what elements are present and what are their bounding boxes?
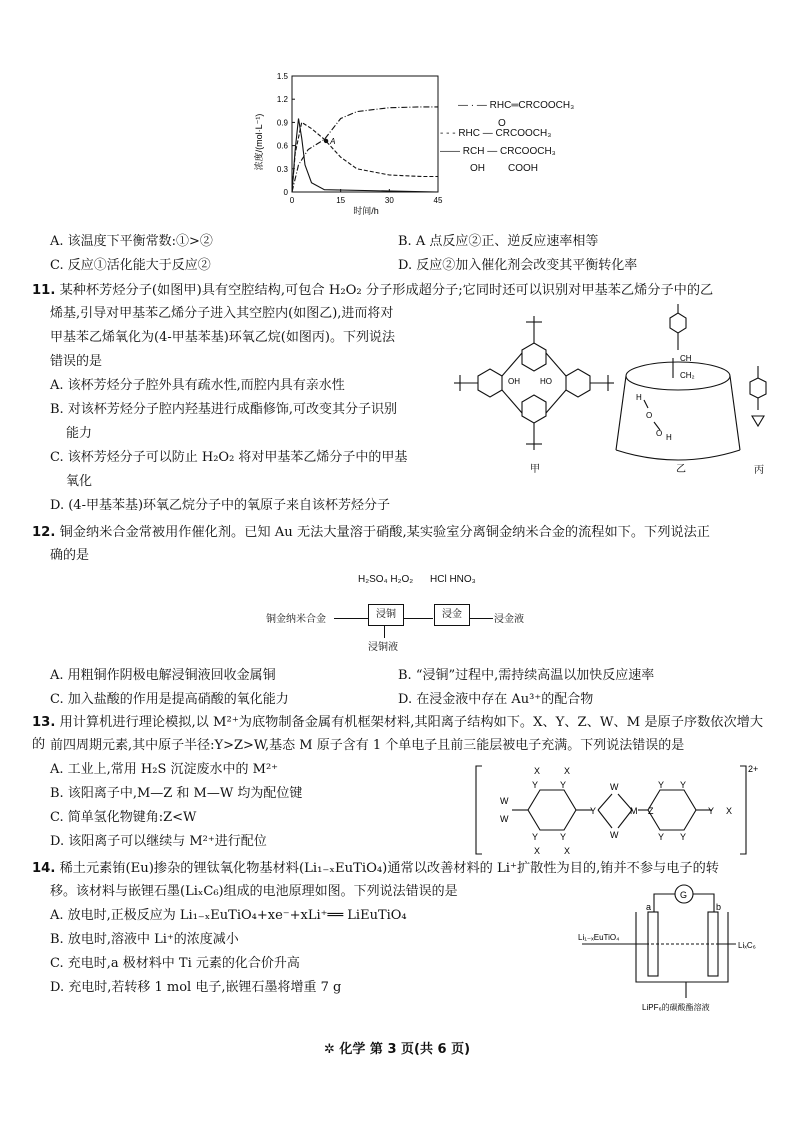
q14-stem-2: 移。该材料与嵌锂石墨(LiₓC₆)组成的电池原理如图。下列说法错误的是: [50, 884, 458, 899]
flow-start: 铜金纳米合金: [266, 614, 326, 625]
q12-option-a: A. 用粗铜作阴极电解浸铜液回收金属铜: [50, 668, 276, 683]
chart-legend-3: —— RCH — CRCOOCH₃: [440, 146, 556, 157]
legend-line-dashdot: — · —: [458, 100, 487, 111]
galvanometer-icon: G: [680, 890, 688, 900]
series-line-0: [292, 107, 438, 192]
flow-arrow-3: [469, 618, 493, 619]
flow-arrow-2: [403, 618, 433, 619]
q10-option-d: D. 反应②加入催化剂会改变其平衡转化率: [398, 258, 638, 273]
series-line-1: [292, 122, 438, 192]
q12-option-b: B. “浸铜”过程中,需持续高温以加快反应速率: [398, 668, 655, 683]
electrode-a-label: a: [646, 902, 652, 912]
y-tick-label-3: 0.9: [276, 118, 288, 128]
x-tick-label-0: 0: [289, 196, 295, 205]
y-tick-label-0: 0: [283, 188, 288, 197]
atom-x-5: X: [726, 806, 733, 816]
q14-stem: 14. 稀土元素铕(Eu)掺杂的锂钛氧化物基材料(Li₁₋ₓEuTiO₄)通常以改善材料的 Li⁺扩散性为目的,铕并不参与电子的转: [32, 861, 719, 876]
h2o2-o-1: O: [646, 411, 653, 420]
flow-reagent-2: HCl HNO₃: [430, 574, 476, 585]
atom-w-1: W: [500, 796, 509, 806]
calixarene-structure: [454, 316, 614, 450]
flow-end: 浸金液: [494, 614, 524, 625]
cavity-cup: [616, 304, 740, 460]
q12-stem-2: 确的是: [50, 548, 90, 563]
q10-option-a: A. 该温度下平衡常数:①>②: [50, 234, 213, 249]
q11-stem: 11. 某种杯芳烃分子(如图甲)具有空腔结构,可包合 H₂O₂ 分子形成超分子;它同时还可以识别对甲基苯乙烯分子中的乙: [32, 283, 714, 298]
q14-option-b: B. 放电时,溶液中 Li⁺的浓度减小: [50, 932, 239, 947]
atom-y-2: Y: [560, 780, 567, 790]
flow-arrow-down: [384, 626, 385, 638]
q13-option-c: C. 简单氢化物键角:Z<W: [50, 810, 197, 825]
flow-box-leach-gold: 浸金: [434, 604, 470, 626]
legend-line-dash: - - -: [440, 128, 456, 139]
electrolyte-label: LiPF₆的碳酸酯溶液: [642, 1003, 710, 1012]
q13-option-d: D. 该阳离子可以继续与 M²⁺进行配位: [50, 834, 267, 849]
q14-option-d: D. 充电时,若转移 1 mol 电子,嵌锂石墨将增重 7 g: [50, 980, 342, 995]
atom-y-4: Y: [560, 832, 567, 842]
atom-m: M: [630, 806, 638, 816]
x-tick-label-3: 45: [433, 196, 443, 205]
q13-cation-structure: [472, 760, 772, 860]
q12-option-c: C. 加入盐酸的作用是提高硝酸的氧化能力: [50, 692, 289, 707]
cation-charge: 2+: [748, 764, 759, 774]
q12-option-d: D. 在浸金液中存在 Au³⁺的配合物: [398, 692, 594, 707]
q10-option-c: C. 反应①活化能大于反应②: [50, 258, 211, 273]
q13-option-b: B. 该阳离子中,M—Z 和 M—W 均为配位键: [50, 786, 303, 801]
electrode-b-label: b: [716, 902, 722, 912]
q11-option-c: C. 该杯芳烃分子可以防止 H₂O₂ 将对甲基苯乙烯分子中的甲基: [50, 450, 408, 465]
q11-stem-2: 烯基,引导对甲基苯乙烯分子进入其空腔内(如图乙),进而将对: [50, 306, 394, 321]
q13-stem-2: 前四周期元素,其中原子半径:Y>Z>W,基态 M 原子含有 1 个单电子且前三能层被电子充满。下列说法错误的是: [50, 738, 685, 753]
q11-number: 11.: [32, 283, 56, 298]
concentration-time-chart: [250, 62, 570, 222]
left-electrode-material: Li₁₋ₓEuTiO₄: [578, 933, 620, 942]
y-tick-label-4: 1.2: [276, 95, 288, 105]
chart-frame: [292, 76, 438, 192]
cup-ch-label: CH: [680, 354, 692, 363]
atom-x-3: X: [534, 846, 541, 856]
x-tick-label-2: 30: [384, 196, 394, 205]
q12-stem: 12. 铜金纳米合金常被用作催化剂。已知 Au 无法大量溶于硝酸,某实验室分离铜金纳米合金的流程如下。下列说法正: [32, 525, 710, 540]
h2o2-o-2: O: [656, 429, 663, 438]
legend-3-oh: OH: [470, 163, 485, 174]
calixarene-oh-2: HO: [540, 377, 552, 386]
atom-y-8: Y: [658, 832, 665, 842]
q11-option-a: A. 该杯芳烃分子腔外具有疏水性,而腔内具有亲水性: [50, 378, 345, 393]
flow-box-leach-copper: 浸铜: [368, 604, 404, 626]
chart-legend-1: — · — RHC═CRCOOCH₃: [458, 100, 575, 111]
atom-y-1: Y: [532, 780, 539, 790]
atom-w-2: W: [500, 814, 509, 824]
atom-y-3: Y: [532, 832, 539, 842]
cup-ch2-label: CH₂: [680, 371, 695, 380]
q13-stem: 13. 用计算机进行理论模拟,以 M²⁺为底物制备金属有机框架材料,其阳离子结构如下。X、Y、Z、W、M 是原子序数依次增大的: [32, 715, 764, 752]
q12-flowchart: [262, 570, 552, 654]
page-footer: ✲ 化学 第 3 页(共 6 页): [323, 1042, 471, 1057]
atom-x-1: X: [534, 766, 541, 776]
h2o2-h-2: H: [666, 433, 672, 442]
q11-stem-4: 错误的是: [50, 354, 103, 369]
flow-out: 浸铜液: [368, 642, 398, 653]
q14-option-c: C. 充电时,a 极材料中 Ti 元素的化合价升高: [50, 956, 300, 971]
atom-y-7: Y: [680, 780, 687, 790]
atom-y-9: Y: [680, 832, 687, 842]
q11-structure-figures: [448, 298, 778, 480]
figure-jia-label: 甲: [530, 464, 540, 475]
chart-xlabel: 时间/h: [353, 206, 379, 216]
q14-battery-diagram: [576, 882, 786, 1020]
chart-legend-2: - - - RHC — CRCOOCH₃: [440, 128, 552, 139]
q11-stem-3: 甲基苯乙烯氧化为(4-甲基苯基)环氧乙烷(如图丙)。下列说法: [50, 330, 395, 345]
q11-option-d: D. (4-甲基苯基)环氧乙烷分子中的氧原子来自该杯芳烃分子: [50, 498, 391, 513]
atom-w-3: W: [610, 782, 619, 792]
q13-option-a: A. 工业上,常用 H₂S 沉淀废水中的 M²⁺: [50, 762, 279, 777]
chart-ylabel: 浓度/(mol·L⁻¹): [254, 113, 264, 171]
legend-line-solid: ——: [440, 146, 460, 157]
atom-w-4: W: [610, 830, 619, 840]
legend-3-cooh: COOH: [508, 163, 538, 174]
series-line-2: [292, 119, 438, 193]
figure-yi-label: 乙: [676, 464, 686, 475]
figure-bing-label: 丙: [754, 465, 764, 476]
y-tick-label-2: 0.6: [276, 141, 288, 151]
h2o2-h-1: H: [636, 393, 642, 402]
right-electrode-material: LiₓC₆: [738, 941, 756, 950]
q14-number: 14.: [32, 861, 56, 876]
y-tick-label-5: 1.5: [276, 72, 288, 81]
x-tick-label-1: 15: [336, 196, 346, 205]
q10-option-b: B. A 点反应②正、逆反应速率相等: [398, 234, 599, 249]
q11-option-b-cont: 能力: [66, 426, 93, 441]
legend-2-oxygen: O: [498, 118, 506, 129]
bracket-lines: [476, 766, 746, 854]
calixarene-oh-1: OH: [508, 377, 520, 386]
epoxide-structure: [750, 366, 766, 426]
q14-option-a: A. 放电时,正极反应为 Li₁₋ₓEuTiO₄+xe⁻+xLi⁺══ LiEuTiO₄: [50, 908, 407, 923]
atom-y-6: Y: [658, 780, 665, 790]
flow-arrow-1: [334, 618, 368, 619]
flow-reagent-1: H₂SO₄ H₂O₂: [358, 574, 414, 585]
y-tick-label-1: 0.3: [276, 164, 288, 174]
q13-number: 13.: [32, 715, 56, 730]
atom-y-10: Y: [708, 806, 715, 816]
q11-option-c-cont: 氧化: [66, 474, 93, 489]
atom-y-5: Y: [590, 806, 597, 816]
q12-number: 12.: [32, 525, 56, 540]
atom-z: Z: [648, 806, 654, 816]
point-a-label: A: [330, 136, 336, 146]
atom-x-2: X: [564, 766, 571, 776]
q11-option-b: B. 对该杯芳烃分子腔内羟基进行成酯修饰,可改变其分子识别: [50, 402, 397, 417]
atom-x-4: X: [564, 846, 571, 856]
point-a-marker: [324, 139, 328, 143]
publisher-logo-icon: ✲: [323, 1042, 335, 1057]
